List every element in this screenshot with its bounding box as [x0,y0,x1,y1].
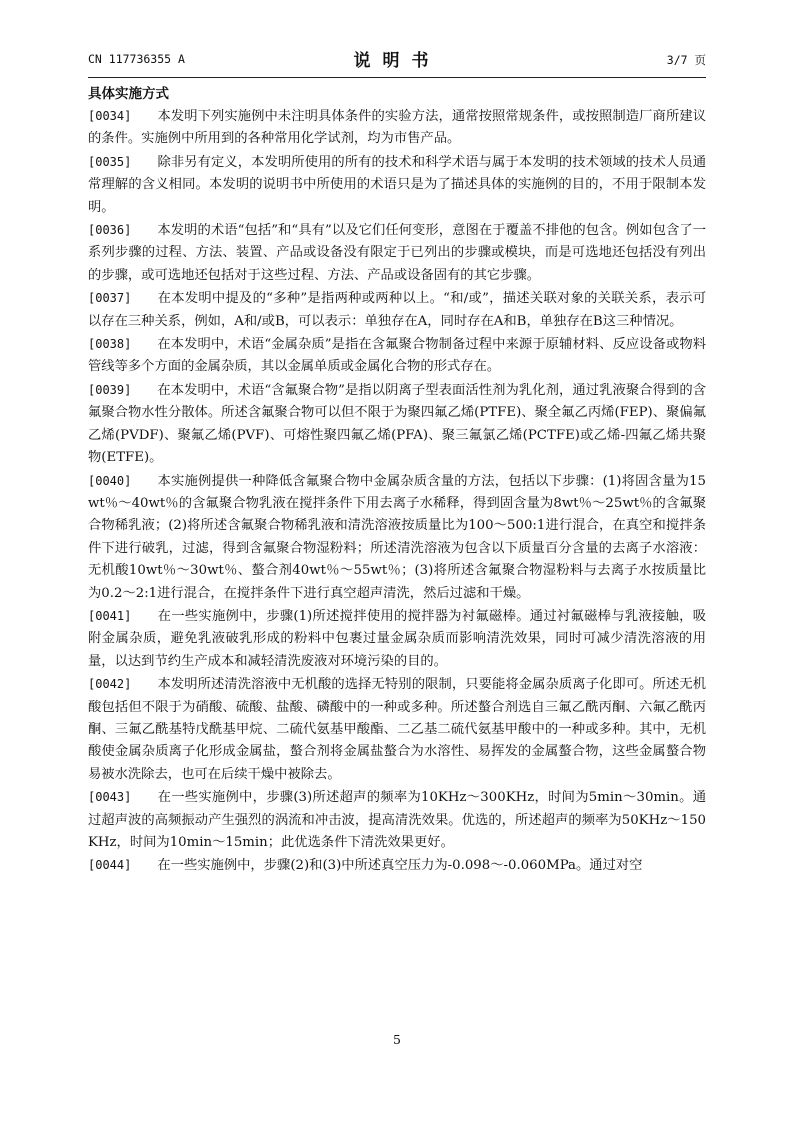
paragraph-number: [0042] [88,677,132,692]
paragraph-0042 [88,673,706,786]
paragraph-number: [0035] [88,154,132,169]
paragraph-text: 在本发明中提及的“多种”是指两种或两种以上。“和/或”，描述关联对象的关联关系，表示可以存在三种关系，例如，A和/或B，可以表示：单独存在A，同时存在A和B，单独存在B这三种情况。 [88,291,706,329]
paragraph-text: 在一些实施例中，步骤(3)所述超声的频率为10KHz～300KHz，时间为5min～30min。通过超声波的高频振动产生强烈的涡流和冲击波，提高清洗效果。优选的，所述超声的频率为50KHz～150KHz，时间为10min～15min；此优选条件下清洗效果更好。 [88,790,706,850]
paragraph-0038 [88,333,706,379]
paragraph-0040 [88,470,706,605]
paragraph-0041 [88,605,706,673]
document-body [88,84,706,878]
document-title: 说明书 [353,51,441,71]
paragraph-number: [0036] [88,223,132,238]
paragraph-text: 在一些实施例中，步骤(2)和(3)中所述真空压力为-0.098～-0.060MPa。通过对空 [157,858,643,874]
paragraph-0044 [88,854,706,877]
paragraph-0039 [88,379,706,470]
paragraph-number: [0038] [88,337,132,352]
paragraph-0036 [88,219,706,287]
paragraph-number: [0034] [88,109,132,123]
paragraph-text: 本发明下列实施例中未注明具体条件的实验方法，通常按照常规条件，或按照制造厂商所建议的条件。实施例中所用到的各种常用化学试剂，均为市售产品。 [88,109,706,147]
section-title: 具体实施方式 [88,86,169,102]
paragraph-text: 本实施例提供一种降低含氟聚合物中金属杂质含量的方法，包括以下步骤：(1)将固含量为15wt％～40wt％的含氟聚合物乳液在搅拌条件下用去离子水稀释，得到固含量为8wt％～25wt％的含氟聚合物稀乳液；(2)将所述含氟聚合物稀乳液和清洗溶液按质量比为100～500:1进行混合，在真空和搅拌条件下进行破乳，过滤，得到含氟聚合物湿粉料；所述清洗溶液为包含以下质量百分含量的去离子水溶液：无机酸10wt％～30wt％、螯合剂40wt％～55wt％；(3)将所述含氟聚合物湿粉料与去离子水按质量比为0.2～2:1进行混合，在搅拌条件下进行真空超声清洗，然后过滤和干燥。 [88,473,706,601]
paragraph-0034 [88,105,706,151]
paragraph-0035 [88,151,706,219]
paragraph-text: 在一些实施例中，步骤(1)所述搅拌使用的搅拌器为衬氟磁棒。通过衬氟磁棒与乳液接触，吸附金属杂质，避免乳液破乳形成的粉料中包裹过量金属杂质而影响清洗效果，同时可减少清洗溶液的用量，以达到节约生产成本和减轻清洗废液对环境污染的目的。 [88,608,706,669]
page-indicator: 3/7 页 [666,53,706,67]
publication-number: CN 117736355 A [88,52,185,66]
paragraph-text: 在本发明中，术语“金属杂质”是指在含氟聚合物制备过程中来源于原辅材料、反应设备或物料管线等多个方面的金属杂质，其以金属单质或金属化合物的形式存在。 [88,337,706,375]
paragraph-text: 在本发明中，术语“含氟聚合物”是指以阴离子型表面活性剂为乳化剂，通过乳液聚合得到的含氟聚合物水性分散体。所述含氟聚合物可以但不限于为聚四氟乙烯(PTFE)、聚全氟乙丙烯(FEP)、聚偏氟乙烯(PVDF)、聚氟乙烯(PVF)、可熔性聚四氟乙烯(PFA)、聚三氟氯乙烯(PCTFE)或乙烯-四氟乙烯共聚物(ETFE)。 [88,382,706,466]
paragraph-0037 [88,287,706,333]
paragraph-number: [0039] [88,382,132,397]
paragraph-number: [0040] [88,473,132,488]
paragraph-text: 本发明所述清洗溶液中无机酸的选择无特别的限制，只要能将金属杂质离子化即可。所述无机酸包括但不限于为硝酸、硫酸、盐酸、磷酸中的一种或多种。所述螯合剂选自三氟乙酰丙酮、六氟乙酰丙酮、三氟乙酰基特戊酰基甲烷、二硫代氨基甲酸酯、二乙基二硫代氨基甲酸中的一种或多种。其中，无机酸使金属杂质离子化形成金属盐，螯合剂将金属盐螯合为水溶性、易挥发的金属螯合物，这些金属螯合物易被水洗除去，也可在后续干燥中被除去。 [88,677,706,782]
paragraph-number: [0043] [88,790,132,805]
paragraph-number: [0041] [88,608,132,623]
paragraph-text: 除非另有定义，本发明所使用的所有的技术和科学术语与属于本发明的技术领域的技术人员通常理解的含义相同。本发明的说明书中所使用的术语只是为了描述具体的实施例的目的，不用于限制本发明。 [88,154,706,215]
paragraph-0043 [88,786,706,854]
page-header [88,46,706,76]
paragraph-number: [0037] [88,291,132,306]
page-number: 5 [393,1032,401,1047]
paragraph-text: 本发明的术语“包括”和“具有”以及它们任何变形，意图在于覆盖不排他的包含。例如包含了一系列步骤的过程、方法、装置、产品或设备没有限定于已列出的步骤或模块，而是可选地还包括没有列出的步骤，或可选地还包括对于这些过程、方法、产品或设备固有的其它步骤。 [88,223,706,283]
header-rule [88,77,706,78]
paragraph-number: [0044] [88,858,132,873]
